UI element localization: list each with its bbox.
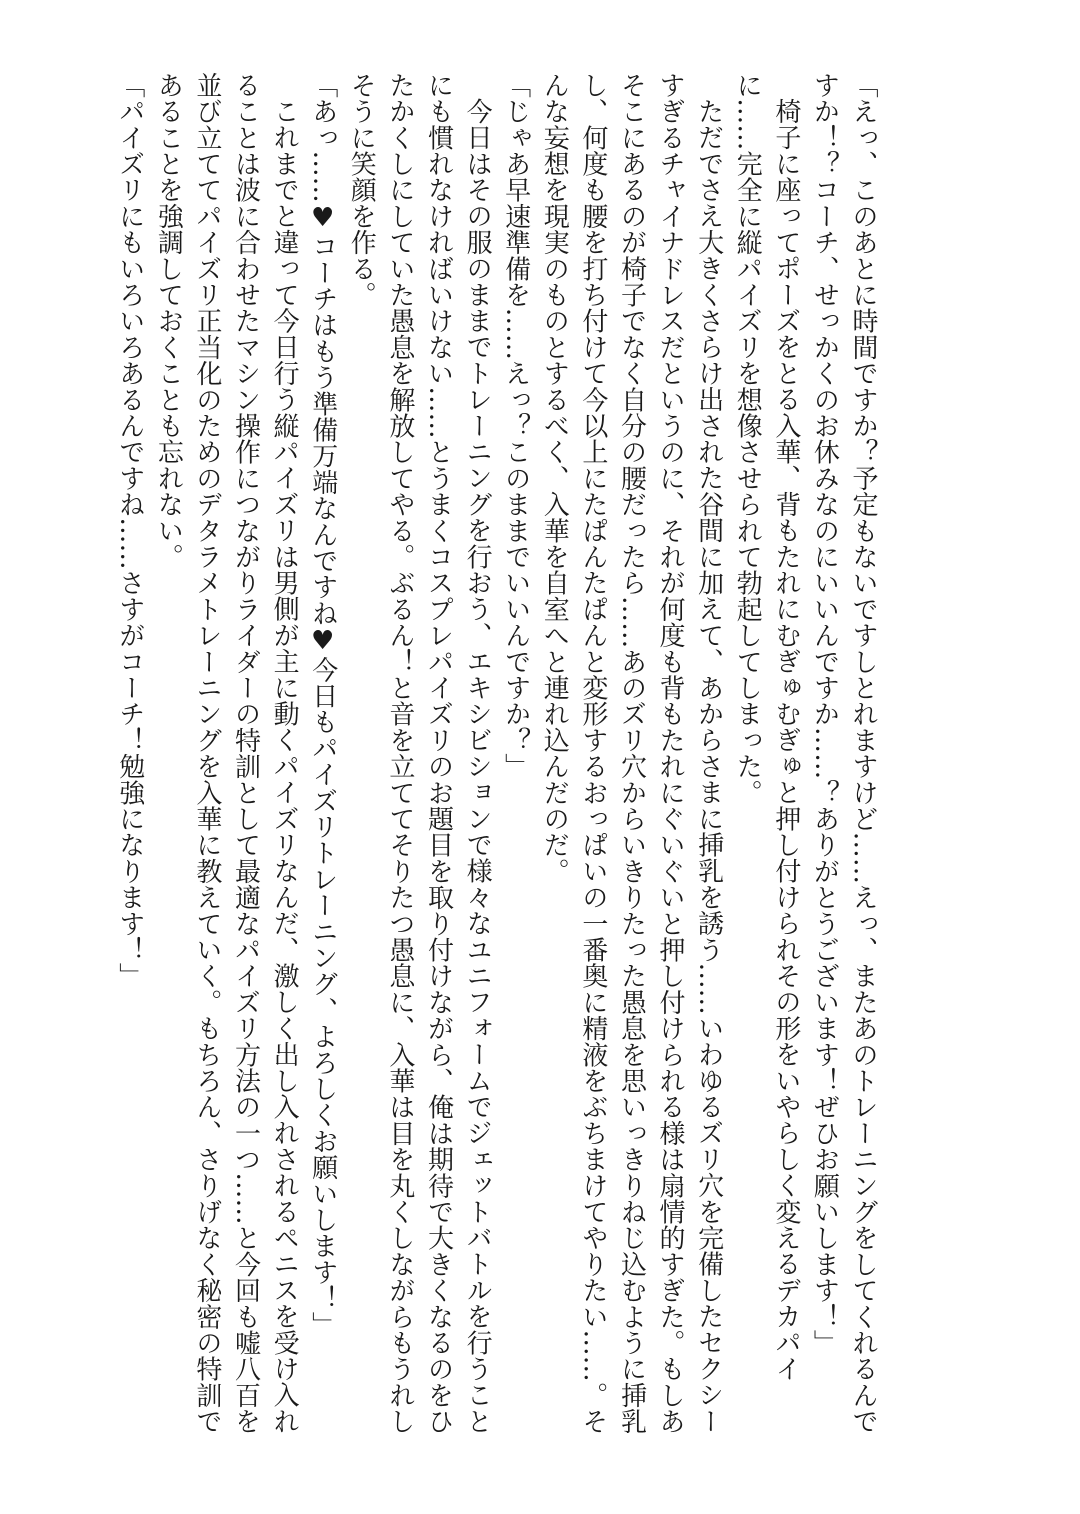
dialogue-paragraph: 「えっ、このあとに時間ですか？予定もないですしとれますけど……えっ、またあのトレーニングをしてくれるんですか！？コーチ、せっかくのお休みなのにいいんですか……？ありがとうございます！ぜひお願いします！」	[809, 72, 878, 1435]
narration-paragraph: ただでさえ大きくさらけ出された谷間に加えて、あからさまに挿乳を誘う……いわゆるズリ穴を完備したセクシーすぎるチャイナドレスだというのに、それが何度も背もたれにぐいぐいと押し付けられる様は扇情的すぎた。もしあそこにあるのが椅子でなく自分の腰だったら……あのズリ穴からいきりたった愚息を思いっきりねじ込むように挿乳し、何度も腰を打ち付けて今以上にたぱんたぱんと変形するおっぱいの一番奥に精液をぶちまけてやりたい……。そんな妄想を現実のものとするべく、入華を自室へと連れ込んだのだ。	[539, 72, 724, 1435]
dialogue-paragraph: 「パイズリにもいろいろあるんですね……さすがコーチ！勉強になります！」	[114, 72, 145, 989]
dialogue-paragraph: 「じゃあ早速準備を……えっ？このままでいいんですか？」	[500, 72, 531, 780]
narration-paragraph: これまでと違って今日行う縦パイズリは男側が主に動くパイズリなんだ、激しく出し入れされるペニスを受け入れることは波に合わせたマシン操作につながりライダーの特訓として最適なパイズリ方法の一つ……と今回も嘘八百を並び立ててパイズリ正当化のためのデタラメトレーニングを入華に教えていく。もちろん、さりげなく秘密の特訓であることを強調しておくことも忘れない。	[153, 72, 300, 1435]
narration-paragraph: 椅子に座ってポーズをとる入華、背もたれにむぎゅむぎゅと押し付けられその形をいやらしく変えるデカパイに……完全に縦パイズリを想像させられて勃起してしまった。	[732, 72, 801, 1382]
vertical-text-body	[110, 72, 882, 1458]
dialogue-paragraph: 「あっ……♥コーチはもう準備万端なんですね♥今日もパイズリトレーニング、よろしくお願いします！」	[307, 72, 338, 1338]
narration-paragraph: 今日はその服のままでトレーニングを行おう、エキシビションで様々なユニフォームでジェットバトルを行うことにも慣れなければいけない……とうまくコスプレパイズリのお題目を取り付けながら、俺は期待で大きくなるのをひたかくしにしていた愚息を解放してやる。ぶるん！と音を立ててそりたつ愚息に、入華は目を丸くしながらもうれしそうに笑顔を作る。	[346, 72, 493, 1435]
